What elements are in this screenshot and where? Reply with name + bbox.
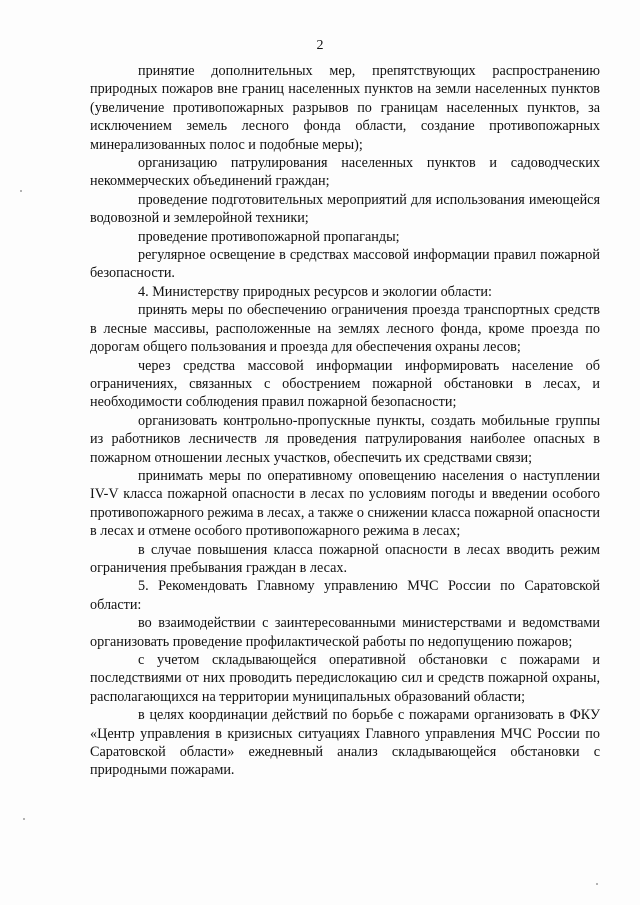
paragraph-alert-fire-class: принимать меры по оперативному оповещению населения о наступлении IV-V класса пожарной опасности в лесах по условиям погоды и введении особого противопожарного режима в лесах, а также о снижении класса пожарной опасности в лесах и отмене особого противопожарного режима в лесах; (90, 467, 600, 540)
paragraph-prevention-work: во взаимодействии с заинтересованными министерствами и ведомствами организовать проведение профилактической работы по недопущению пожаров; (90, 615, 600, 650)
paragraph-redeploy-forces: с учетом складывающейся оперативной обстановки с пожарами и последствиями от них проводить передислокацию сил и средств пожарной охраны, располагающихся на территории муниципальных образований области; (90, 652, 600, 705)
page-number: 2 (316, 38, 324, 53)
paragraph-patrol-organization: организацию патрулирования населенных пунктов и садоводческих некоммерческих объединений граждан; (90, 155, 600, 190)
paragraph-restrict-vehicle-access: принять меры по обеспечению ограничения проезда транспортных средств в лесные массивы, расположенные на землях лесного фонда, кроме проезда по дорогам общего пользования и проезда для обеспечения охраны лесов; (90, 302, 600, 356)
paragraph-preparatory-measures: проведение подготовительных мероприятий для использования имеющейся водовозной и землеройной техники; (90, 191, 600, 227)
paragraph-daily-analysis: в целях координации действий по борьбе с пожарами организовать в ФКУ «Центр управления в кризисных ситуациях Главного управления МЧС России по Саратовской области» ежедневный анализ складывающейся обстановки с природными пожарами. (90, 707, 600, 779)
scan-speck (23, 818, 25, 820)
paragraph-media-coverage: регулярное освещение в средствах массовой информации правил пожарной безопасности. (90, 247, 600, 282)
scan-speck (596, 883, 598, 885)
paragraph-fire-propaganda: проведение противопожарной пропаганды; (138, 228, 400, 245)
paragraph-item-5-heading: 5. Рекомендовать Главному управлению МЧС России по Саратовской области: (90, 578, 600, 613)
paragraph-checkpoints-mobile-groups: организовать контрольно-пропускные пункты, создать мобильные группы из работников лесничеств ля проведения патрулирования наиболее опасных в пожарном отношении лесных участков, обеспечить их средствами связи; (90, 412, 600, 466)
scan-speck (20, 190, 22, 192)
paragraph-restrict-presence: в случае повышения класса пожарной опасности в лесах вводить режим ограничения пребывания граждан в лесах. (90, 541, 600, 576)
document-body (90, 62, 600, 780)
paragraph-item-4-heading: 4. Министерству природных ресурсов и экологии области: (138, 283, 492, 300)
paragraph-inform-population: через средства массовой информации информировать население об ограничениях, связанных с обострением пожарной обстановки в лесах, и необходимости соблюдения правил пожарной безопасности; (90, 357, 600, 411)
paragraph-measures-borders: принятие дополнительных мер, препятствующих распространению природных пожаров вне границ населенных пунктов на земли населенных пунктов (увеличение противопожарных разрывов по границам населенных пунктов, за исключением земель лесного фонда области, создание противопожарных минерализованных полос и подобные меры); (90, 63, 600, 153)
